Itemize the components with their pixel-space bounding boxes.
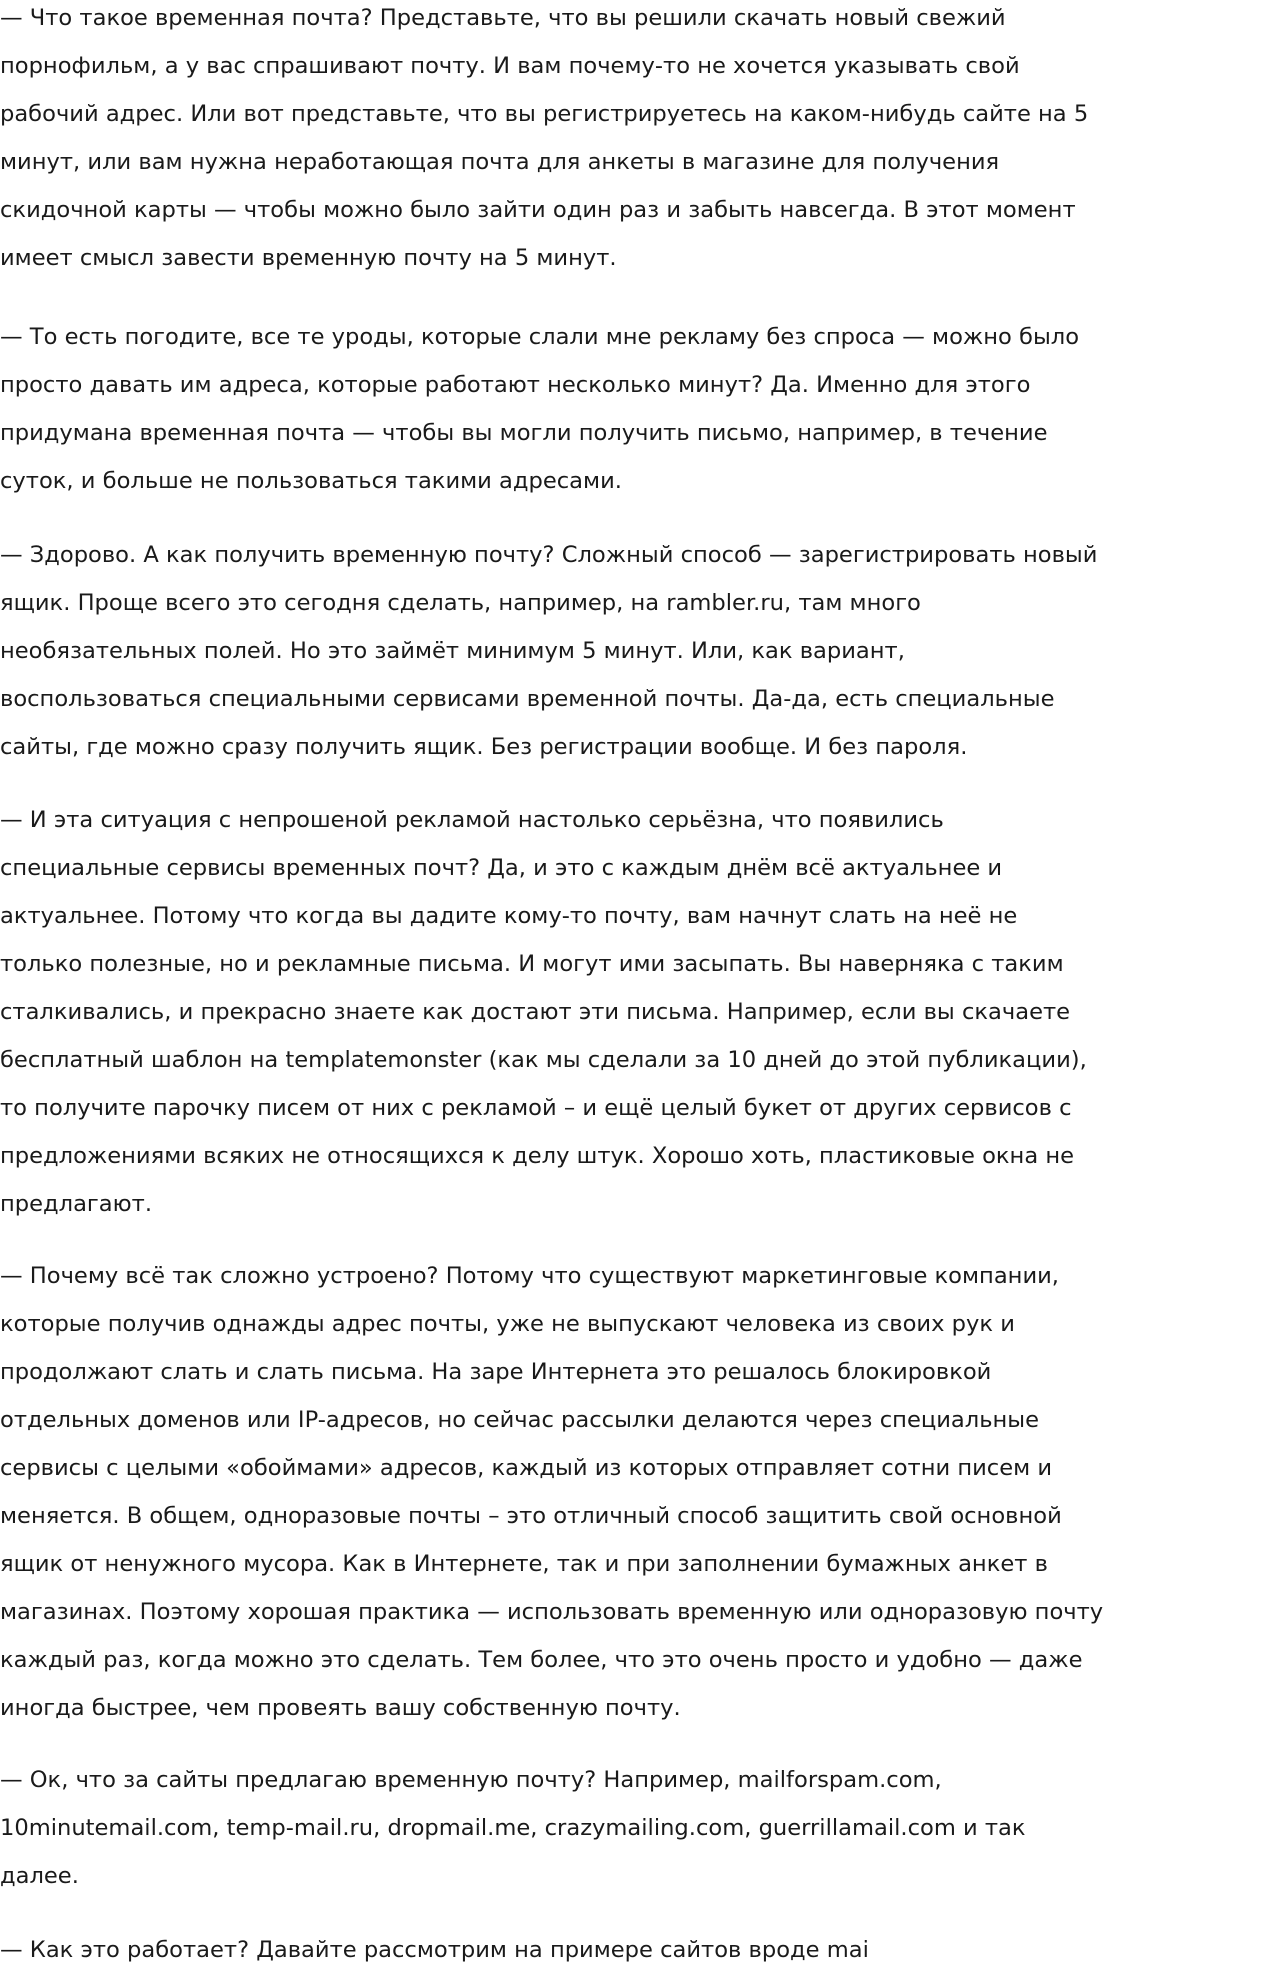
paragraph-4: [0, 796, 1087, 1228]
text-line: скидочной карты — чтобы можно было зайти один раз и забыть навсегда. В этот момент: [0, 197, 1076, 223]
text-line: сталкивались, и прекрасно знаете как достают эти письма. Например, если вы скачаете: [0, 999, 1071, 1025]
paragraph-1: [0, 0, 1088, 282]
text-line: — Как это работает? Давайте рассмотрим на примере сайтов вроде mai: [0, 1937, 869, 1963]
text-line: предложениями всяких не относящихся к делу штук. Хорошо хоть, пластиковые окна не: [0, 1143, 1075, 1169]
text-line: имеет смысл завести временную почту на 5 минут.: [0, 245, 617, 271]
text-line: — Ок, что за сайты предлагаю временную почту? Например, mailforspam.com,: [0, 1767, 942, 1793]
paragraph-5: [0, 1252, 1103, 1732]
text-line: то получите парочку писем от них с рекламой – и ещё целый букет от других сервисов с: [0, 1095, 1072, 1121]
text-line: ящик. Проще всего это сегодня сделать, например, на rambler.ru, там много: [0, 590, 921, 616]
text-line: суток, и больше не пользоваться такими адресами.: [0, 468, 622, 494]
text-line: актуальнее. Потому что когда вы дадите кому-то почту, вам начнут слать на неё не: [0, 903, 1018, 929]
text-line: сайты, где можно сразу получить ящик. Без регистрации вообще. И без пароля.: [0, 734, 968, 760]
text-line: магазинах. Поэтому хорошая практика — использовать временную или одноразовую почту: [0, 1599, 1104, 1625]
text-line: придумана временная почта — чтобы вы могли получить письмо, например, в течение: [0, 420, 1048, 446]
paragraph-3: [0, 531, 1097, 771]
text-line: — То есть погодите, все те уроды, которые слали мне рекламу без спроса — можно было: [0, 324, 1080, 350]
paragraph-2: [0, 313, 1079, 505]
text-line: рабочий адрес. Или вот представьте, что вы регистрируетесь на каком-нибудь сайте на 5: [0, 101, 1089, 127]
text-line: — И эта ситуация с непрошеной рекламой настолько серьёзна, что появились: [0, 807, 944, 833]
paragraph-7: [0, 1926, 869, 1974]
text-line: необязательных полей. Но это займёт минимум 5 минут. Или, как вариант,: [0, 638, 905, 664]
text-line: бесплатный шаблон на templatemonster (как мы сделали за 10 дней до этой публикации),: [0, 1047, 1087, 1073]
text-line: 10minutemail.com, temp-mail.ru, dropmail.me, crazymailing.com, guerrillamail.com и так: [0, 1815, 1026, 1841]
text-line: просто давать им адреса, которые работают несколько минут? Да. Именно для этого: [0, 372, 1031, 398]
text-line: — Что такое временная почта? Представьте, что вы решили скачать новый свежий: [0, 5, 1006, 31]
text-line: минут, или вам нужна неработающая почта для анкеты в магазине для получения: [0, 149, 1000, 175]
text-line: отдельных доменов или IP-адресов, но сейчас рассылки делаются через специальные: [0, 1407, 1040, 1433]
text-line: ящик от ненужного мусора. Как в Интернете, так и при заполнении бумажных анкет в: [0, 1551, 1048, 1577]
text-line: меняется. В общем, одноразовые почты – это отличный способ защитить свой основной: [0, 1503, 1062, 1529]
text-line: предлагают.: [0, 1191, 153, 1217]
text-line: каждый раз, когда можно это сделать. Тем более, что это очень просто и удобно — даже: [0, 1647, 1083, 1673]
text-line: иногда быстрее, чем провеять вашу собственную почту.: [0, 1695, 681, 1721]
text-line: специальные сервисы временных почт? Да, и это с каждым днём всё актуальнее и: [0, 855, 1003, 881]
text-line: — Здорово. А как получить временную почту? Сложный способ — зарегистрировать новый: [0, 542, 1098, 568]
text-line: воспользоваться специальными сервисами временной почты. Да-да, есть специальные: [0, 686, 1055, 712]
text-line: далее.: [0, 1863, 79, 1889]
paragraph-6: [0, 1756, 1026, 1900]
text-line: — Почему всё так сложно устроено? Потому что существуют маркетинговые компании,: [0, 1263, 1059, 1289]
text-line: продолжают слать и слать письма. На заре Интернета это решалось блокировкой: [0, 1359, 992, 1385]
text-line: порнофильм, а у вас спрашивают почту. И вам почему-то не хочется указывать свой: [0, 53, 1020, 79]
text-line: сервисы с целыми «обоймами» адресов, каждый из которых отправляет сотни писем и: [0, 1455, 1053, 1481]
text-line: только полезные, но и рекламные письма. И могут ими засыпать. Вы наверняка с таким: [0, 951, 1064, 977]
text-line: которые получив однажды адрес почты, уже не выпускают человека из своих рук и: [0, 1311, 1015, 1337]
